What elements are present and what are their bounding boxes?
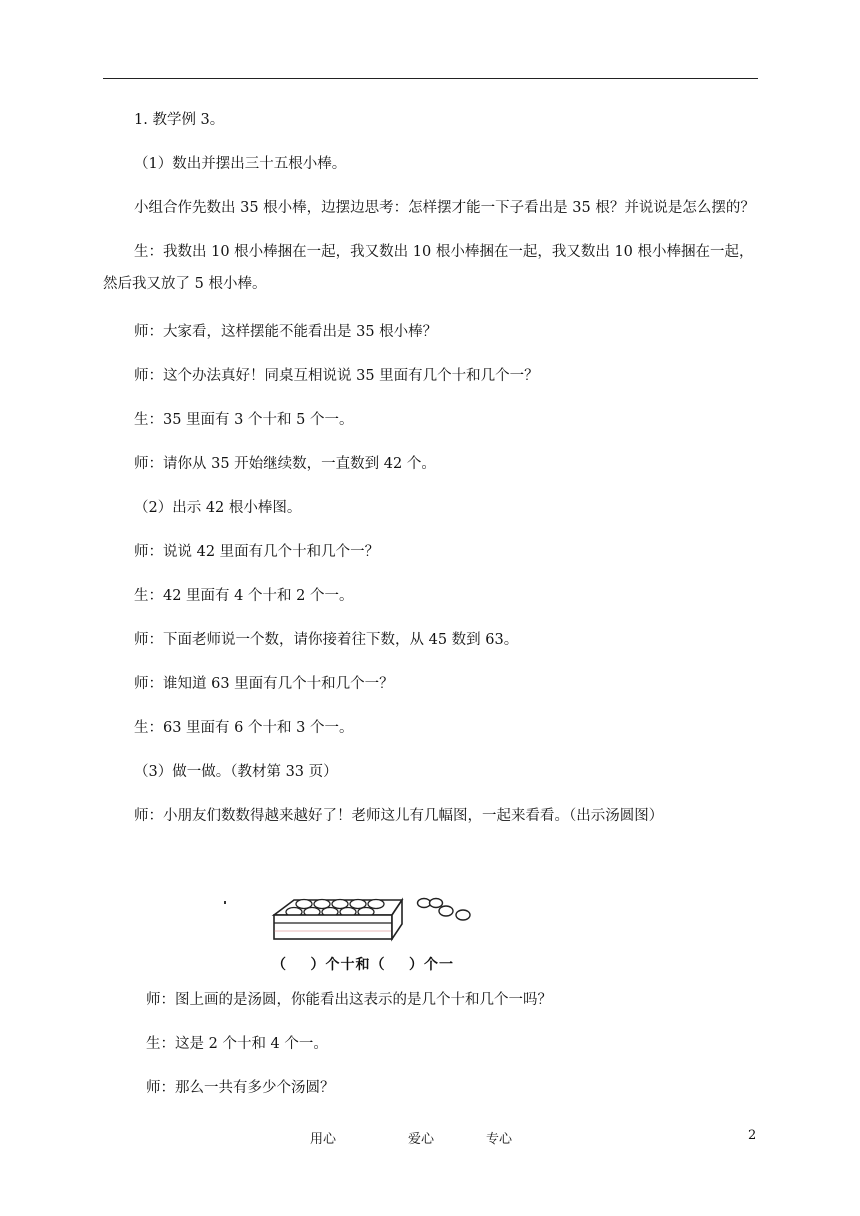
page-number: 2 xyxy=(748,1128,757,1143)
paragraph-teacher-1: 师：大家看，这样摆能不能看出是 35 根小棒？ xyxy=(134,324,438,340)
footer-motto-left: 用心 xyxy=(310,1132,337,1147)
paragraph-teacher-9: 师：那么一共有多少个汤圆？ xyxy=(146,1080,335,1096)
header-rule xyxy=(103,78,758,79)
paragraph-student-4: 生：63 里面有 6 个十和 3 个一。 xyxy=(134,720,354,736)
paragraph-teacher-4: 师：说说 42 里面有几个十和几个一？ xyxy=(134,544,380,560)
footer-motto-right: 专心 xyxy=(486,1132,513,1147)
paragraph-teacher-8: 师：图上画的是汤圆，你能看出这表示的是几个十和几个一吗？ xyxy=(146,992,552,1008)
paragraph-student-5: 生：这是 2 个十和 4 个一。 xyxy=(146,1036,328,1052)
paragraph-teacher-7: 师：小朋友们数数得越来越好了！老师这儿有几幅图，一起来看看。（出示汤圆图） xyxy=(134,808,664,824)
tangyuan-figure-caption: （ ）个十和（ ）个一 xyxy=(272,957,454,973)
footer-motto-middle: 爱心 xyxy=(408,1132,435,1147)
paragraph-student-answer-1: 生：我数出 10 根小棒捆在一起，我又数出 10 根小棒捆在一起，我又数出 10 根小棒捆在一起， xyxy=(134,244,754,260)
paragraph-student-2: 生：35 里面有 3 个十和 5 个一。 xyxy=(134,412,354,428)
paragraph-teacher-3: 师：请你从 35 开始继续数，一直数到 42 个。 xyxy=(134,456,436,472)
paragraph-step-1: （1）数出并摆出三十五根小棒。 xyxy=(134,156,347,172)
paragraph-teacher-2: 师：这个办法真好！同桌互相说说 35 里面有几个十和几个一？ xyxy=(134,368,539,384)
paragraph-step-3: （3）做一做。（教材第 33 页） xyxy=(134,764,338,780)
paragraph-teacher-5: 师：下面老师说一个数，请你接着往下数，从 45 数到 63。 xyxy=(134,632,519,648)
paragraph-step-2: （2）出示 42 根小棒图。 xyxy=(134,500,302,516)
paragraph-group-task: 小组合作先数出 35 根小棒，边摆边思考：怎样摆才能一下子看出是 35 根？并说说是怎么摆的？ xyxy=(134,200,755,216)
paragraph-example-title: 1. 教学例 3。 xyxy=(134,112,225,128)
paragraph-student-answer-1-cont: 然后我又放了 5 根小棒。 xyxy=(103,276,267,292)
paragraph-student-3: 生：42 里面有 4 个十和 2 个一。 xyxy=(134,588,354,604)
tangyuan-figure xyxy=(222,890,497,972)
paragraph-teacher-6: 师：谁知道 63 里面有几个十和几个一？ xyxy=(134,676,394,692)
